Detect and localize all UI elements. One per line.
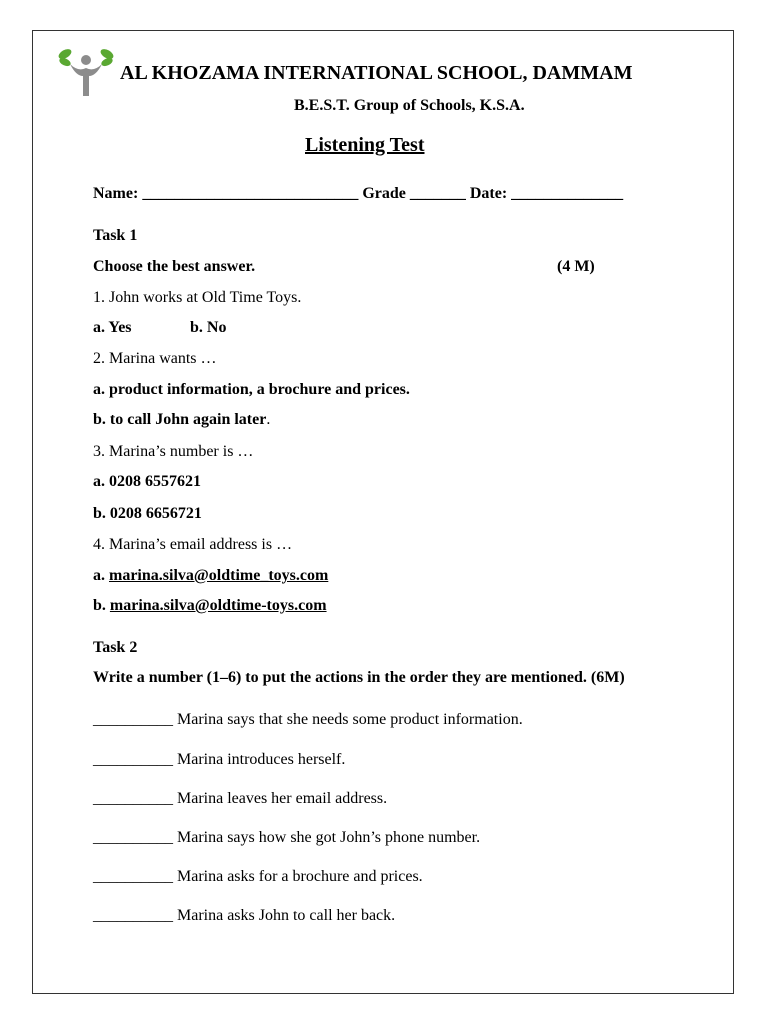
task1-marks: (4 M): [557, 258, 595, 275]
question-4-option-a: [93, 566, 328, 586]
answer-blank[interactable]: __________: [93, 907, 173, 924]
ordering-item-text: Marina says how she got John’s phone number.: [177, 829, 481, 846]
task1-heading: Task 1: [93, 227, 138, 244]
answer-blank[interactable]: __________: [93, 751, 173, 768]
ordering-item-text: Marina leaves her email address.: [177, 790, 388, 807]
ordering-item: [93, 828, 480, 848]
question-1-option-b: b. No: [190, 319, 227, 336]
question-3-option-b: b. 0208 6656721: [93, 505, 202, 522]
question-3-option-a: a. 0208 6557621: [93, 473, 201, 490]
group-name: B.E.S.T. Group of Schools, K.S.A.: [294, 97, 525, 114]
question-4: 4. Marina’s email address is …: [93, 536, 293, 553]
page-title: Listening Test: [305, 134, 425, 156]
question-4-option-a-label: a.: [93, 567, 109, 584]
ordering-item: [93, 710, 523, 730]
question-2-option-b: [93, 410, 270, 430]
ordering-item-text: Marina introduces herself.: [177, 751, 346, 768]
task2-heading: Task 2: [93, 639, 138, 656]
question-3: 3. Marina’s number is …: [93, 443, 254, 460]
answer-blank[interactable]: __________: [93, 711, 173, 728]
answer-blank[interactable]: __________: [93, 868, 173, 885]
email-option-b: marina.silva@oldtime-toys.com: [109, 597, 327, 614]
ordering-item-text: Marina says that she needs some product information.: [177, 711, 523, 728]
question-1-option-a: a. Yes: [93, 319, 132, 336]
ordering-item-text: Marina asks John to call her back.: [177, 907, 396, 924]
question-2: 2. Marina wants …: [93, 350, 217, 367]
answer-blank[interactable]: __________: [93, 829, 173, 846]
ordering-item: [93, 789, 387, 809]
ordering-item: [93, 906, 395, 926]
question-4-option-b-label: b.: [93, 597, 110, 614]
task1-instruction: Choose the best answer.: [93, 258, 256, 275]
task2-instruction: Write a number (1–6) to put the actions in the order they are mentioned. (6M): [93, 669, 625, 686]
question-2-option-b-text: b. to call John again later: [93, 411, 267, 428]
ordering-item: [93, 750, 345, 770]
tree-person-icon: [56, 46, 116, 98]
student-info-line: Name: ___________________________ Grade _______ Date: ______________: [93, 185, 624, 202]
answer-blank[interactable]: __________: [93, 790, 173, 807]
school-name: AL KHOZAMA INTERNATIONAL SCHOOL, DAMMAM: [120, 62, 633, 84]
ordering-item: [93, 867, 423, 887]
question-2-option-b-period: .: [266, 411, 271, 428]
ordering-item-text: Marina asks for a brochure and prices.: [177, 868, 423, 885]
question-2-option-a: a. product information, a brochure and prices.: [93, 381, 410, 398]
email-option-a: marina.silva@oldtime_toys.com: [109, 567, 329, 584]
question-4-option-b: [93, 596, 327, 616]
question-1: 1. John works at Old Time Toys.: [93, 289, 302, 306]
